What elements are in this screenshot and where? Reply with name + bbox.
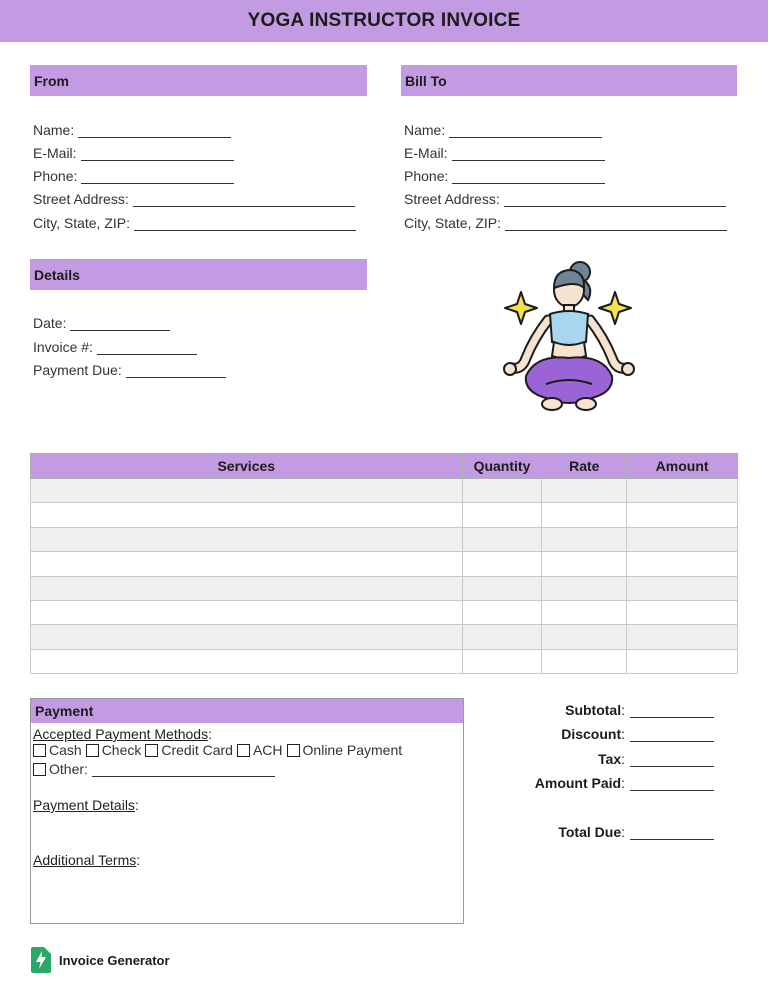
service-cell[interactable] — [31, 527, 463, 551]
payment-methods — [33, 742, 406, 758]
service-cell[interactable] — [31, 552, 463, 576]
from-phone-field[interactable] — [33, 168, 234, 184]
tax-field[interactable] — [598, 751, 714, 767]
from-street-field[interactable] — [33, 191, 355, 207]
credit-card-label: Credit Card — [161, 742, 233, 758]
ach-label: ACH — [252, 742, 283, 758]
amount-cell[interactable] — [627, 503, 738, 527]
table-row[interactable] — [31, 552, 738, 576]
rate-column-header: Rate — [542, 454, 627, 479]
amount-cell[interactable] — [627, 576, 738, 600]
total-due-colon: : — [621, 824, 625, 840]
table-row[interactable] — [31, 503, 738, 527]
quantity-cell[interactable] — [462, 649, 542, 673]
brand-name: Invoice Generator — [59, 952, 170, 968]
from-email-field[interactable] — [33, 145, 234, 161]
table-row[interactable] — [31, 625, 738, 649]
tax-colon: : — [621, 751, 625, 767]
total-due-field[interactable] — [558, 824, 714, 840]
online-payment-checkbox[interactable] — [287, 744, 300, 757]
payment-details-heading[interactable] — [33, 797, 139, 813]
service-cell[interactable] — [31, 576, 463, 600]
tax-label: Tax — [598, 751, 622, 767]
billto-phone-label: Phone: — [404, 168, 449, 184]
rate-cell[interactable] — [542, 479, 627, 503]
from-city-label: City, State, ZIP: — [33, 215, 130, 231]
subtotal-label: Subtotal — [565, 702, 622, 718]
billto-email-label: E-Mail: — [404, 145, 448, 161]
services-column-header: Services — [31, 454, 463, 479]
credit-card-option[interactable] — [145, 742, 233, 758]
credit-card-checkbox[interactable] — [145, 744, 158, 757]
payment-heading: Payment — [31, 699, 463, 723]
amount-cell[interactable] — [627, 649, 738, 673]
invoice-title: YOGA INSTRUCTOR INVOICE — [0, 0, 768, 42]
quantity-cell[interactable] — [462, 576, 542, 600]
bill-to-heading: Bill To — [401, 65, 737, 96]
billto-city-label: City, State, ZIP: — [404, 215, 501, 231]
amount-cell[interactable] — [627, 625, 738, 649]
from-phone-label: Phone: — [33, 168, 78, 184]
services-header-row — [31, 454, 738, 479]
amount-paid-label: Amount Paid — [534, 775, 622, 791]
from-street-label: Street Address: — [33, 191, 129, 207]
check-option[interactable] — [86, 742, 142, 758]
rate-cell[interactable] — [542, 600, 627, 624]
additional-terms-heading[interactable] — [33, 852, 140, 868]
amount-column-header: Amount — [627, 454, 738, 479]
amount-cell[interactable] — [627, 479, 738, 503]
table-row[interactable] — [31, 527, 738, 551]
details-heading: Details — [30, 259, 367, 290]
ach-checkbox[interactable] — [237, 744, 250, 757]
quantity-cell[interactable] — [462, 625, 542, 649]
billto-city-field[interactable] — [404, 215, 727, 231]
amount-paid-field[interactable] — [535, 775, 714, 791]
rate-cell[interactable] — [542, 527, 627, 551]
online-payment-label: Online Payment — [302, 742, 403, 758]
rate-cell[interactable] — [542, 576, 627, 600]
accepted-methods-colon: : — [208, 726, 212, 742]
amount-cell[interactable] — [627, 527, 738, 551]
payment-box — [30, 698, 464, 924]
payment-details-colon: : — [134, 797, 139, 813]
table-row[interactable] — [31, 479, 738, 503]
accepted-methods-label: Accepted Payment Methods — [33, 726, 209, 742]
rate-cell[interactable] — [542, 503, 627, 527]
billto-name-field[interactable] — [404, 122, 602, 138]
check-label: Check — [101, 742, 142, 758]
rate-cell[interactable] — [542, 625, 627, 649]
accepted-methods-heading — [33, 726, 212, 742]
billto-name-label: Name: — [404, 122, 446, 138]
subtotal-colon: : — [621, 702, 625, 718]
service-cell[interactable] — [31, 625, 463, 649]
quantity-cell[interactable] — [462, 479, 542, 503]
service-cell[interactable] — [31, 649, 463, 673]
other-label: Other: — [49, 761, 88, 777]
from-city-field[interactable] — [33, 215, 356, 231]
invoice-number-label: Invoice #: — [33, 339, 93, 355]
table-row[interactable] — [31, 576, 738, 600]
rate-cell[interactable] — [542, 649, 627, 673]
invoice-number-field[interactable] — [33, 339, 197, 355]
from-name-label: Name: — [33, 122, 75, 138]
from-email-label: E-Mail: — [33, 145, 77, 161]
amount-cell[interactable] — [627, 600, 738, 624]
other-option[interactable] — [33, 761, 275, 777]
billto-phone-field[interactable] — [404, 168, 605, 184]
total-due-label: Total Due — [558, 824, 622, 840]
service-cell[interactable] — [31, 479, 463, 503]
invoice-generator-logo[interactable] — [31, 947, 170, 973]
quantity-column-header: Quantity — [462, 454, 542, 479]
discount-label: Discount — [561, 726, 622, 742]
subtotal-field[interactable] — [565, 702, 714, 718]
payment-due-label: Payment Due: — [33, 362, 122, 378]
from-heading: From — [30, 65, 367, 96]
payment-details-label: Payment Details — [33, 797, 135, 813]
additional-terms-label: Additional Terms — [33, 852, 137, 868]
services-table — [30, 453, 738, 674]
ach-option[interactable] — [237, 742, 283, 758]
table-row[interactable] — [31, 649, 738, 673]
discount-colon: : — [621, 726, 625, 742]
discount-field[interactable] — [561, 726, 714, 742]
payment-due-field[interactable] — [33, 362, 226, 378]
quantity-cell[interactable] — [462, 600, 542, 624]
other-input-line[interactable] — [92, 762, 275, 777]
service-cell[interactable] — [31, 503, 463, 527]
billto-email-field[interactable] — [404, 145, 605, 161]
cash-option[interactable] — [33, 742, 82, 758]
rate-cell[interactable] — [542, 552, 627, 576]
date-label: Date: — [33, 315, 67, 331]
billto-street-label: Street Address: — [404, 191, 500, 207]
meditating-yoga-woman-icon — [496, 258, 642, 416]
quantity-cell[interactable] — [462, 527, 542, 551]
quantity-cell[interactable] — [462, 503, 542, 527]
other-checkbox[interactable] — [33, 763, 46, 776]
service-cell[interactable] — [31, 600, 463, 624]
date-field[interactable] — [33, 315, 170, 331]
amount-paid-colon: : — [621, 775, 625, 791]
cash-label: Cash — [49, 742, 82, 758]
online-payment-option[interactable] — [287, 742, 403, 758]
lightning-bolt-icon — [31, 947, 51, 973]
cash-checkbox[interactable] — [33, 744, 46, 757]
billto-street-field[interactable] — [404, 191, 726, 207]
quantity-cell[interactable] — [462, 552, 542, 576]
from-name-field[interactable] — [33, 122, 231, 138]
additional-terms-colon: : — [136, 852, 141, 868]
table-row[interactable] — [31, 600, 738, 624]
amount-cell[interactable] — [627, 552, 738, 576]
check-checkbox[interactable] — [86, 744, 99, 757]
